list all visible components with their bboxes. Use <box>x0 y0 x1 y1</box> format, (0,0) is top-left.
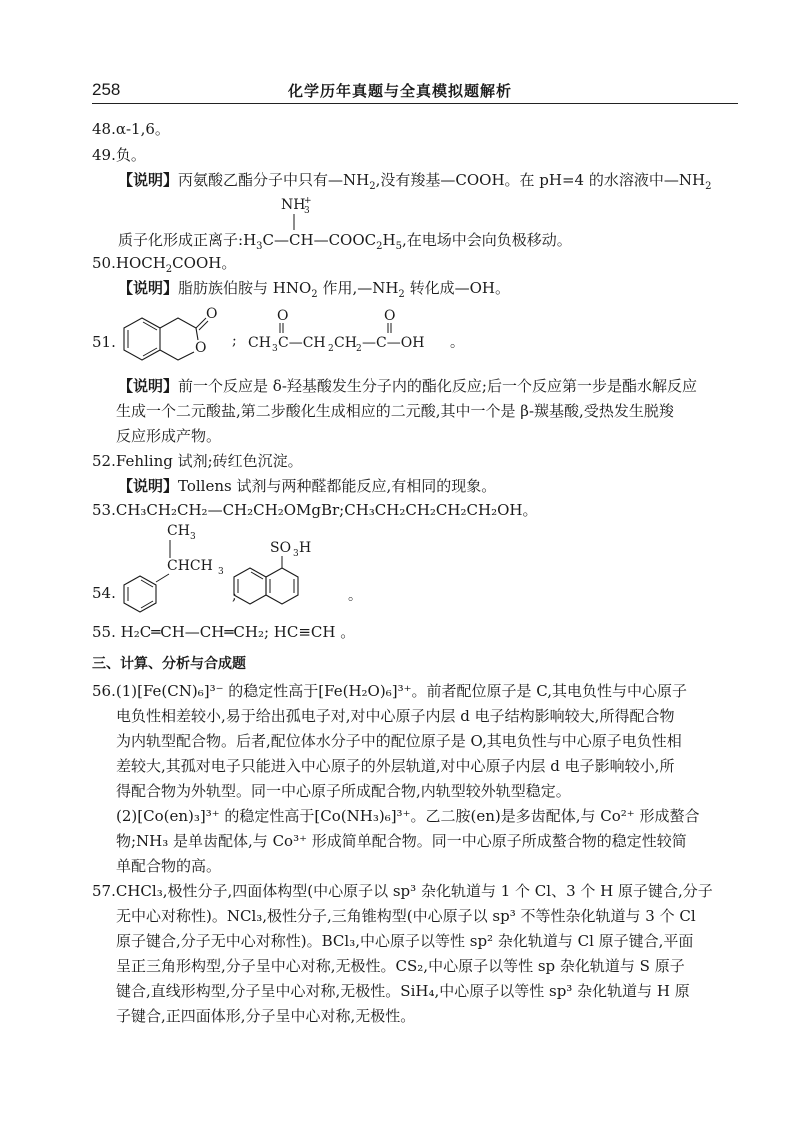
note-51-line3: 反应形成产物。 <box>116 427 222 445</box>
lactone-ring <box>196 328 198 340</box>
subscript: 3 <box>293 549 299 559</box>
answer-56-line1 <box>92 681 687 701</box>
answer-49 <box>92 145 146 165</box>
note-text: 转化成—OH。 <box>404 279 510 297</box>
formula-ch: CH <box>334 335 357 351</box>
subscript: 2 <box>165 264 173 275</box>
note-tag: 【说明】 <box>118 377 179 395</box>
formula-h: H <box>382 231 396 249</box>
note-text: ,没有羧基—COOH。在 pH=4 的水溶液中—NH <box>375 171 706 189</box>
answer-number: 55. <box>92 623 116 641</box>
answer-text: Fehling 试剂;砖红色沉淀。 <box>115 452 303 470</box>
separator: ; <box>232 333 237 349</box>
end-mark: 。 <box>450 335 464 351</box>
ring-o: O <box>195 340 207 356</box>
answer-56-line2: 电负性相差较小,易于给出孤电子对,对中心原子内层 d 电子结构影响较大,所得配合物 <box>116 707 675 725</box>
formula-sub: 3 <box>304 206 310 216</box>
answer-54-number: 54. <box>92 584 116 602</box>
note-51-line2: 生成一个二元酸盐,第二步酸化生成相应的二元酸,其中一个是 β-羰基酸,受热发生脱羧 <box>116 402 674 420</box>
answer-number: 52. <box>92 452 116 470</box>
double-bond <box>141 580 153 587</box>
carbonyl-o: O <box>206 306 218 322</box>
subscript: 3 <box>218 567 224 577</box>
double-bond <box>143 322 157 330</box>
answer-54-structures <box>112 518 372 614</box>
answer-text: CHCl₃,极性分子,四面体构型(中心原子以 sp³ 杂化轨道与 1 个 Cl、3 个 H 原子键合,分子 <box>115 882 713 900</box>
answer-51-structures <box>112 300 472 370</box>
double-bond <box>141 601 153 608</box>
answer-number: 57. <box>92 882 116 900</box>
lactone-ring <box>160 350 194 360</box>
answer-56-line8: 单配合物的高。 <box>116 857 222 875</box>
subscript: 2 <box>705 181 712 192</box>
answer-57-line1 <box>92 881 713 901</box>
note-51-line1 <box>118 376 697 396</box>
answer-number: 56. <box>92 682 116 700</box>
formula-chch3: CHCH <box>167 558 213 574</box>
answer-number: 48. <box>92 120 116 138</box>
formula-sup: + <box>304 196 312 206</box>
answer-text: H₂C═CH—CH═CH₂; HC≡CH 。 <box>120 623 356 641</box>
answer-text: 负。 <box>115 146 146 164</box>
subscript: 5 <box>395 241 402 252</box>
benzene-ring <box>124 576 156 612</box>
note-text: Tollens 试剂与两种醛都能反应,有相同的现象。 <box>178 477 497 495</box>
lactone-ring <box>160 318 196 328</box>
subscript: 2 <box>369 181 376 192</box>
end-mark: 。 <box>348 588 362 604</box>
carbonyl-bond <box>199 321 208 330</box>
subscript: 2 <box>311 289 318 300</box>
note-text: 质子化形成正离子: <box>118 231 244 249</box>
double-bond <box>251 572 263 579</box>
answer-57-line6: 子键合,正四面体形,分子呈中心对称,无极性。 <box>116 1007 416 1025</box>
note-49-line1 <box>118 170 711 190</box>
note-text: 丙氨酸乙酯分子中只有—NH <box>178 171 370 189</box>
subscript: 2 <box>356 344 362 354</box>
answer-57-line3: 原子键合,分子无中心对称性)。BCl₃,中心原子以等性 sp² 杂化轨道与 Cl 原子键合,平面 <box>116 932 694 950</box>
answer-51-number: 51. <box>92 333 116 351</box>
answer-number: 53. <box>92 501 116 519</box>
formula-so3h: SO <box>270 540 292 556</box>
answer-57-line2: 无中心对称性)。NCl₃,极性分子,三角锥构型(中心原子以 sp³ 不等性杂化轨道与 3 个 Cl <box>116 907 696 925</box>
formula-ch3: CH <box>167 523 190 539</box>
answer-number: 49. <box>92 146 116 164</box>
page-number: 258 <box>92 80 121 99</box>
note-tag: 【说明】 <box>118 279 179 297</box>
acid-o: O <box>384 308 396 324</box>
formula-end: —C—OH <box>362 335 425 351</box>
answer-text: α-1,6。 <box>115 120 170 138</box>
subscript: 3 <box>190 532 196 542</box>
subscript: 2 <box>328 344 334 354</box>
answer-55 <box>92 622 355 642</box>
answer-48 <box>92 119 170 139</box>
answer-56-line5: 得配合物为外轨型。同一中心原子所成配合物,内轨型较外轨型稳定。 <box>116 782 571 800</box>
answer-57-line5: 键合,直线形构型,分子呈中心对称,无极性。SiH₄,中心原子以等性 sp³ 杂化轨道与 H 原 <box>116 982 690 1000</box>
separator: ; <box>232 588 237 604</box>
subscript: 2 <box>398 289 405 300</box>
naphthalene-ring <box>266 568 298 604</box>
answer-text: CH₃CH₂CH₂—CH₂CH₂OMgBr;CH₃CH₂CH₂CH₂CH₂OH。 <box>115 501 538 519</box>
note-text: 前一个反应是 δ-羟基酸发生分子内的酯化反应;后一个反应第一步是酯水解反应 <box>178 377 697 395</box>
section-title: 三、计算、分析与合成题 <box>92 656 246 672</box>
note-text: 脂肪族伯胺与 HNO <box>178 279 312 297</box>
note-text: ,在电场中会向负极移动。 <box>401 231 572 249</box>
answer-text: HOCH <box>115 254 166 272</box>
formula-ch3: CH <box>248 335 271 351</box>
answer-number: 50. <box>92 254 116 272</box>
answer-53 <box>92 500 537 520</box>
note-text: 作用,—NH <box>317 279 399 297</box>
formula-nh3: NH <box>281 197 306 213</box>
formula-so3h-h: H <box>299 540 312 556</box>
subscript: 2 <box>376 241 383 252</box>
formula-h: H <box>243 231 257 249</box>
answer-57-line4: 呈正三角形构型,分子呈中心对称,无极性。CS₂,中心原子以等性 sp 杂化轨道与 S 原子 <box>116 957 685 975</box>
subscript: 3 <box>256 241 263 252</box>
answer-text: (1)[Fe(CN)₆]³⁻ 的稳定性高于[Fe(H₂O)₆]³⁺。前者配位原子是 C,其电负性与中心原子 <box>115 682 687 700</box>
bond <box>156 574 169 582</box>
header-rule <box>92 103 738 104</box>
answer-56-line7: 物;NH₃ 是单齿配体,与 Co³⁺ 形成简单配合物。同一中心原子所成螯合物的稳定性较简 <box>116 832 687 850</box>
benzene-ring <box>124 318 160 360</box>
note-49-line2 <box>118 230 572 250</box>
note-tag: 【说明】 <box>118 171 179 189</box>
note-52 <box>118 476 496 496</box>
formula-chain: C—CH—COOC <box>262 231 377 249</box>
naphthalene-ring <box>234 568 266 604</box>
answer-text: COOH。 <box>172 254 237 272</box>
subscript: 3 <box>272 344 278 354</box>
note-50 <box>118 278 510 298</box>
note-tag: 【说明】 <box>118 477 179 495</box>
answer-56-line3: 为内轨型配合物。后者,配位体水分子中的配位原子是 O,其电负性与中心原子电负性相 <box>116 732 682 750</box>
formula-mid: C—CH <box>278 335 326 351</box>
answer-50 <box>92 253 236 273</box>
answer-52 <box>92 451 303 471</box>
answer-56-line4: 差较大,其孤对电子只能进入中心原子的外层轨道,对中心原子内层 d 电子影响较小,所 <box>116 757 675 775</box>
ketone-o: O <box>277 308 289 324</box>
book-title: 化学历年真题与全真模拟题解析 <box>287 82 512 100</box>
double-bond <box>143 348 157 356</box>
answer-56-line6: (2)[Co(en)₃]³⁺ 的稳定性高于[Co(NH₃)₆]³⁺。乙二胺(en)是多齿配体,与 Co²⁺ 形成螯合 <box>116 807 700 825</box>
carbonyl-bond <box>196 318 206 328</box>
